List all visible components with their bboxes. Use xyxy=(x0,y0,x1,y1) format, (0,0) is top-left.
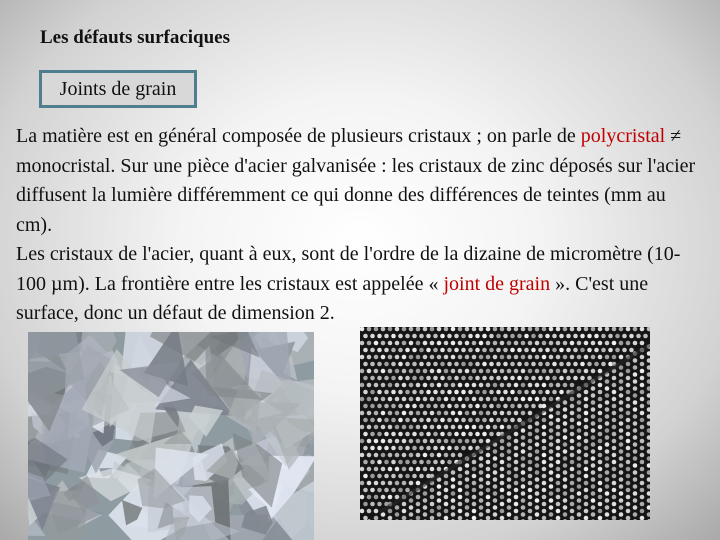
section-box xyxy=(39,70,197,108)
zinc-crystals-photo xyxy=(28,332,314,540)
paragraph-joint-de-grain xyxy=(16,240,706,329)
paragraph-polycristal xyxy=(16,122,706,240)
zinc-crystals-image xyxy=(28,332,314,540)
term-joint-de-grain: joint de grain xyxy=(443,272,551,295)
paragraph2-text-a: Les cristaux de l'acier, quant à eux, sont de l'ordre de la dizaine de micromètre (10-100 µm). La frontière entre les cristaux est appelée « xyxy=(16,243,681,295)
term-polycristal: polycristal xyxy=(580,125,666,147)
paragraph1-text-a: La matière est en général composée de plusieurs cristaux ; on parle de xyxy=(16,125,576,147)
grain-boundary-micrograph xyxy=(360,327,650,520)
paragraph2-text-b: ». C'est une surface, donc un défaut de dimension 2. xyxy=(16,272,649,324)
paragraph1-text-b: ≠ monocristal. Sur une pièce d'acier galvanisée : les cristaux de zinc déposés sur l'acier diffusent la lumière différemment ce qui donne des différences de teintes (mm au cm). xyxy=(16,125,696,236)
slide-title: Les défauts surfaciques xyxy=(40,27,231,48)
section-label: Joints de grain xyxy=(59,77,177,100)
body-text xyxy=(16,122,706,329)
grain-boundary-image xyxy=(360,327,650,520)
